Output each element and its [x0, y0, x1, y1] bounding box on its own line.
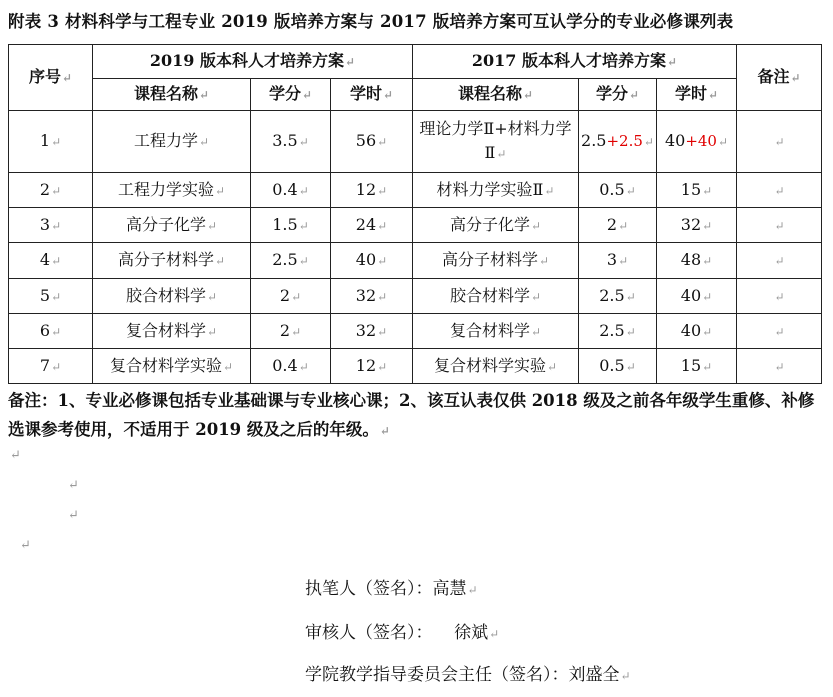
cell-course-2019: 胶合材料学↵: [93, 279, 251, 314]
cell-course-2017: 材料力学实验Ⅱ↵: [413, 173, 579, 208]
document-title: 附表 3 材料科学与工程专业 2019 版培养方案与 2017 版培养方案可互认学分的专业必修课列表: [8, 12, 734, 31]
cell-credit-2019: 2↵: [251, 279, 331, 314]
header-course-name-2019: 课程名称↵: [93, 79, 251, 111]
cell-seq: 1↵: [9, 111, 93, 173]
cell-course-2019: 复合材料学实验↵: [93, 349, 251, 384]
cell-credit-2019: 3.5↵: [251, 111, 331, 173]
cell-hours-2019: 32↵: [331, 314, 413, 349]
header-plan-2017: 2017 版本科人才培养方案↵: [413, 45, 737, 79]
cell-hours-2019: 24↵: [331, 208, 413, 243]
cell-credit-2017: 2.5↵: [579, 279, 657, 314]
cell-remark: ↵: [737, 243, 822, 279]
cell-seq: 6↵: [9, 314, 93, 349]
cell-course-2017: 复合材料学↵: [413, 314, 579, 349]
paragraph-mark: ↵: [10, 448, 21, 463]
cell-credit-2019: 2↵: [251, 314, 331, 349]
header-course-name-2017: 课程名称↵: [413, 79, 579, 111]
cell-course-2017: 复合材料学实验↵: [413, 349, 579, 384]
director-signature: 学院教学指导委员会主任（签名）：刘盛全↵: [305, 665, 631, 685]
paragraph-mark: ↵: [20, 538, 31, 553]
header-credit-2017: 学分↵: [579, 79, 657, 111]
table-note: 备注：1、专业必修课包括专业基础课与专业核心课；2、该互认表仅供 2018 级及之前各年级学生重修、补修选课参考使用，不适用于 2019 级及之后的年级。↵: [8, 391, 815, 439]
cell-course-2017: 高分子化学↵: [413, 208, 579, 243]
credit-addition: +2.5: [606, 132, 643, 150]
cell-hours-2017: 40↵: [657, 279, 737, 314]
credit-recognition-table: [8, 44, 822, 384]
table-row: [9, 243, 822, 279]
cell-course-2017: 胶合材料学↵: [413, 279, 579, 314]
cell-remark: ↵: [737, 208, 822, 243]
cell-hours-2019: 12↵: [331, 349, 413, 384]
cell-course-2019: 高分子材料学↵: [93, 243, 251, 279]
table-row: [9, 173, 822, 208]
cell-hours-2017: 15↵: [657, 349, 737, 384]
header-hours-2019: 学时↵: [331, 79, 413, 111]
cell-seq: 7↵: [9, 349, 93, 384]
cell-hours-2019: 32↵: [331, 279, 413, 314]
table-row: [9, 314, 822, 349]
cell-seq: 4↵: [9, 243, 93, 279]
cell-credit-2017: 3↵: [579, 243, 657, 279]
cell-hours-2017: 40↵: [657, 314, 737, 349]
table-row: [9, 349, 822, 384]
cell-credit-2017: 2↵: [579, 208, 657, 243]
header-seq: 序号↵: [9, 45, 93, 111]
cell-credit-2019: 2.5↵: [251, 243, 331, 279]
table-row: [9, 111, 822, 173]
header-remark: 备注↵: [737, 45, 822, 111]
cell-course-2019: 复合材料学↵: [93, 314, 251, 349]
cell-remark: ↵: [737, 314, 822, 349]
cell-course-2019: 工程力学↵: [93, 111, 251, 173]
cell-credit-2017: 0.5↵: [579, 349, 657, 384]
reviewer-signature: 审核人（签名）： 徐斌↵: [305, 623, 500, 643]
cell-hours-2019: 12↵: [331, 173, 413, 208]
cell-remark: ↵: [737, 111, 822, 173]
cell-hours-2017: 32↵: [657, 208, 737, 243]
cell-course-2019: 高分子化学↵: [93, 208, 251, 243]
cell-remark: ↵: [737, 173, 822, 208]
cell-course-2017: 高分子材料学↵: [413, 243, 579, 279]
cell-seq: 2↵: [9, 173, 93, 208]
cell-hours-2019: 40↵: [331, 243, 413, 279]
writer-signature: 执笔人（签名）：高慧↵: [305, 579, 478, 599]
cell-seq: 3↵: [9, 208, 93, 243]
header-plan-2019: 2019 版本科人才培养方案↵: [93, 45, 413, 79]
cell-credit-2019: 1.5↵: [251, 208, 331, 243]
paragraph-mark: ↵: [68, 478, 79, 493]
header-credit-2019: 学分↵: [251, 79, 331, 111]
paragraph-mark: ↵: [68, 508, 79, 523]
cell-remark: ↵: [737, 279, 822, 314]
cell-seq: 5↵: [9, 279, 93, 314]
cell-credit-2019: 0.4↵: [251, 349, 331, 384]
table-row: [9, 279, 822, 314]
cell-credit-2017: 2.5↵: [579, 314, 657, 349]
cell-hours-2017: 48↵: [657, 243, 737, 279]
cell-credit-2017: 0.5↵: [579, 173, 657, 208]
cell-hours-2017: 40+40↵: [657, 111, 737, 173]
header-hours-2017: 学时↵: [657, 79, 737, 111]
cell-remark: ↵: [737, 349, 822, 384]
cell-hours-2017: 15↵: [657, 173, 737, 208]
cell-hours-2019: 56↵: [331, 111, 413, 173]
table-row: [9, 208, 822, 243]
hours-addition: +40: [685, 132, 717, 150]
cell-course-2017: 理论力学Ⅱ+材料力学Ⅱ↵: [413, 111, 579, 173]
cell-credit-2017: 2.5+2.5↵: [579, 111, 657, 173]
cell-course-2019: 工程力学实验↵: [93, 173, 251, 208]
cell-credit-2019: 0.4↵: [251, 173, 331, 208]
